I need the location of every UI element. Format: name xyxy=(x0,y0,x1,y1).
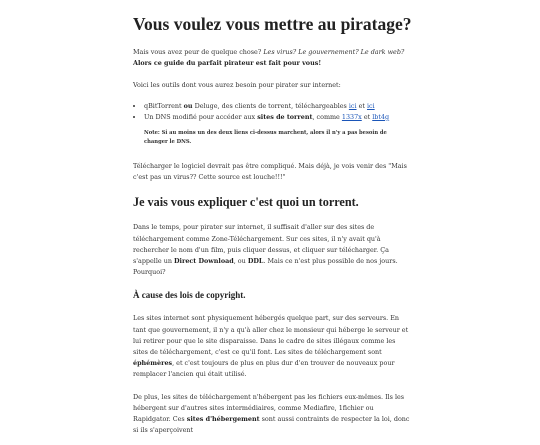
ddl-bold-direct-download: Direct Download xyxy=(174,257,234,266)
article xyxy=(133,12,411,445)
link-ici-2[interactable]: ici xyxy=(366,101,375,110)
link-1337x[interactable]: 1337x xyxy=(341,112,362,121)
list-item xyxy=(144,101,411,112)
copyright-text-b: , et c'est toujours de plus en plus dur d'en trouver de nouveaux pour remplacer l'ancien qui était utilisé. xyxy=(133,359,395,379)
dns-comme: , comme xyxy=(312,112,340,121)
ddl-text-a: Dans le temps, pour pirater sur internet, il suffisait d'aller sur des sites de téléchargement comme Zone-Téléchargement. Sur ces sites, il n'y avait qu'à rechercher le nom d'un film, puis cliquer dessus, et cliquer sur télécharger. Ça s'appelle un xyxy=(133,223,389,266)
ddl-text-b: , ou xyxy=(233,257,246,266)
copyright-paragraph xyxy=(133,313,411,380)
tools-list xyxy=(133,101,411,123)
intro-lead: Mais vous avez peur de quelque chose? xyxy=(133,48,262,56)
ddl-paragraph xyxy=(133,222,411,278)
copyright-bold-ephemeres: éphémères xyxy=(133,359,173,368)
list-item xyxy=(144,112,411,123)
tool-ou: ou xyxy=(183,101,193,110)
note-text: Note: Si au moins un des deux liens ci-dessus marchent, alors il n'y a pas besoin de changer le DNS. xyxy=(144,130,387,146)
download-paragraph: Télécharger le logiciel devrait pas être compliqué. Mais déjà, je vois venir des "Mais c'est pas un virus?? Cette source est louche!!!" xyxy=(133,162,407,182)
intro-lead-emphasis: Les virus? Le gouvernement? Le dark web? xyxy=(263,48,405,56)
dns-text: Un DNS modifié pour accéder aux xyxy=(144,112,256,121)
dns-et: et xyxy=(363,112,371,121)
note xyxy=(133,129,411,147)
hosting-text-b: sont aussi contraints de respecter la loi, donc si ils s'aperçoivent xyxy=(133,415,410,435)
ddl-bold-ddl: DDL xyxy=(247,257,264,266)
hosting-bold: sites d'hébergement xyxy=(186,415,260,424)
section-heading-torrent: Je vais vous expliquer c'est quoi un torrent. xyxy=(133,195,359,210)
intro-bold: Alors ce guide du parfait pirateur est fait pour vous! xyxy=(133,59,322,68)
section-heading-copyright: À cause des lois de copyright. xyxy=(133,290,246,301)
hosting-text-a: De plus, les sites de téléchargement n'hébergent pas les fichiers eux-mêmes. Ils les hébergent sur d'autres sites intermédiaires, comme Mediafire, 1fichier ou Rapidgator. Ces xyxy=(133,392,405,424)
page-title: Vous voulez vous mettre au piratage? xyxy=(133,14,412,34)
copyright-text-a: Les sites internet sont physiquement hébergés quelque part, sur des serveurs. En tant que gouvernement, il n'y a qu'à aller chez le monsieur qui héberge le serveur et lui retirer pour que le site disparaisse. Dans le cadre de sites illégaux comme les sites de téléchargement, c'est ce qu'il font. Les sites de téléchargement sont xyxy=(133,314,409,357)
tool-qbittorrent: qBitTorrent xyxy=(144,101,182,110)
link-ici-1[interactable]: ici xyxy=(348,101,357,110)
tool-deluge-text: Deluge, des clients de torrent, téléchargeables xyxy=(194,101,347,110)
intro-paragraph xyxy=(133,47,411,69)
tool-et: et xyxy=(358,101,365,110)
tools-intro: Voici les outils dont vous aurez besoin pour pirater sur internet: xyxy=(133,81,341,90)
hosting-paragraph xyxy=(133,392,411,437)
link-lbt4g[interactable]: lbt4g xyxy=(372,112,390,121)
ddl-text-c: . Mais ce n'est plus possible de nos jours. Pourquoi? xyxy=(133,257,398,277)
dns-bold: sites de torrent xyxy=(257,112,313,121)
